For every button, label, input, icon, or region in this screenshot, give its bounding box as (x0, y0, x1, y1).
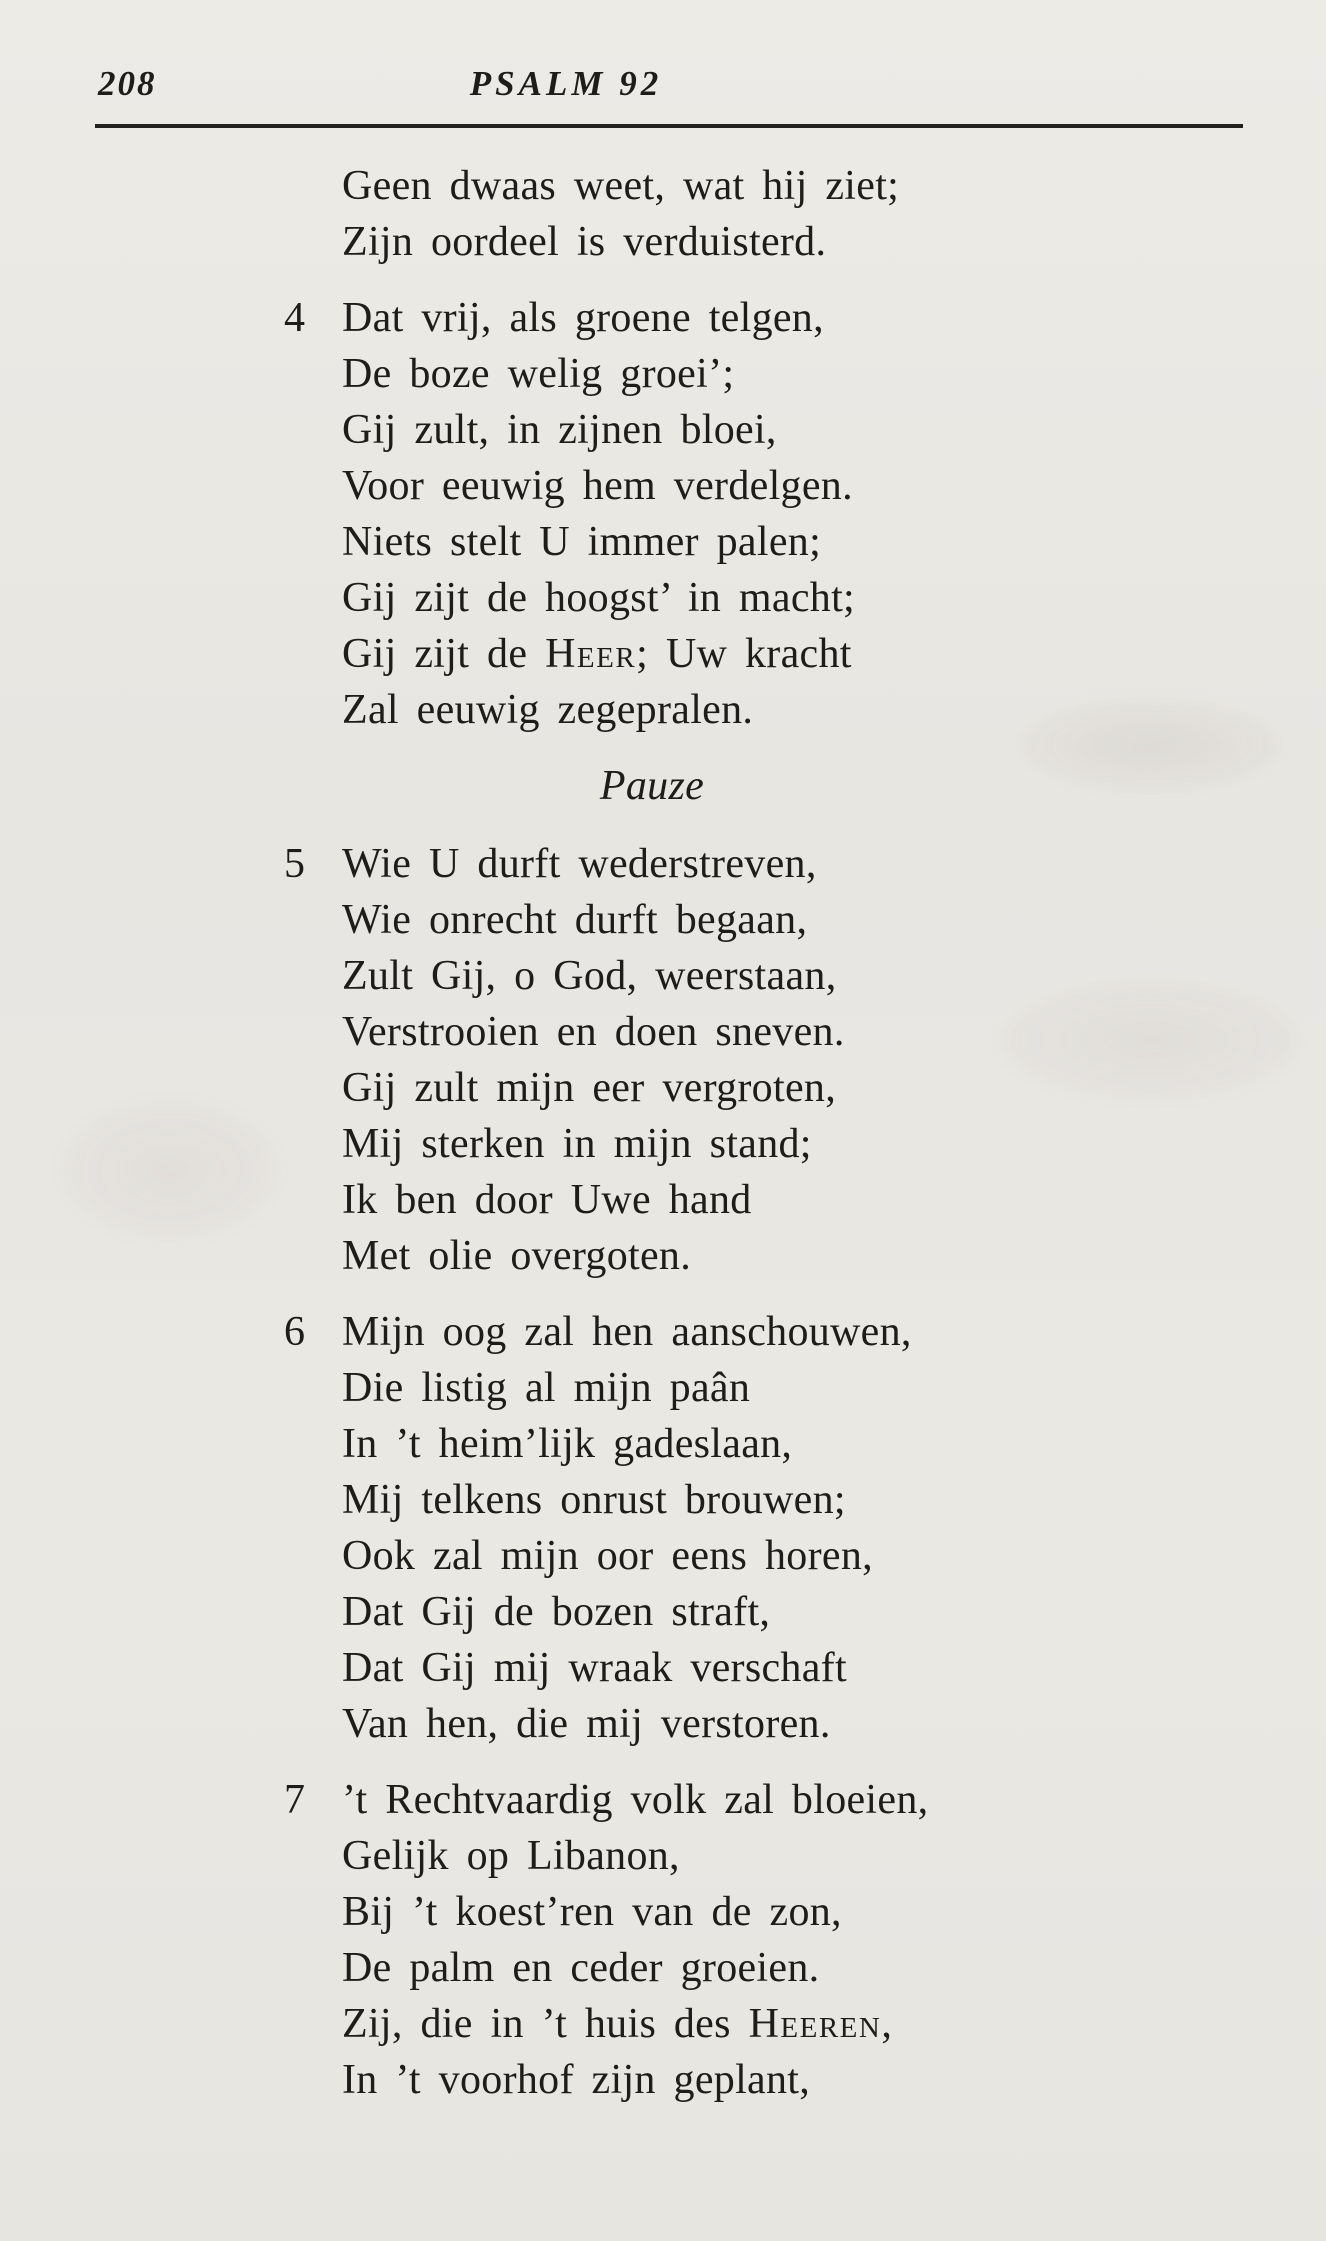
verse-line: Dat vrij, als groene telgen, (342, 295, 824, 341)
page-title: PSALM 92 (469, 64, 663, 103)
verse-number: 6 (284, 1309, 306, 1355)
stanza (284, 1304, 1042, 1752)
verse-line: Wie U durft wederstreven, (342, 841, 817, 887)
verse-number: 5 (284, 841, 306, 887)
verse-line: Zult Gij, o God, weerstaan, (342, 953, 837, 999)
stanza (284, 290, 1042, 738)
divine-name-smallcaps: Heeren (748, 2001, 882, 2047)
psalm-body (284, 158, 1042, 2128)
verse-line: Wie onrecht durft begaan, (342, 897, 808, 943)
verse-number: 7 (284, 1777, 306, 1823)
verse-line: Mijn oog zal hen aanschouwen, (342, 1309, 912, 1355)
verse-line: Ik ben door Uwe hand (342, 1177, 752, 1223)
scan-artifact (60, 1100, 280, 1240)
verse-line: De boze welig groei’; (342, 351, 735, 397)
verse-line: Geen dwaas weet, wat hij ziet; (342, 163, 900, 209)
verse-line: Dat Gij mij wraak verschaft (342, 1645, 847, 1691)
verse-line: Gij zijt de Heer; Uw kracht (342, 631, 852, 677)
verse-line: Die listig al mijn paân (342, 1365, 751, 1411)
verse-line: Voor eeuwig hem verdelgen. (342, 463, 853, 509)
verse-line: Mij sterken in mijn stand; (342, 1121, 812, 1167)
verse-line: Zij, die in ’t huis des Heeren, (342, 2001, 893, 2047)
verse-line: Niets stelt U immer palen; (342, 519, 822, 565)
verse-line: Van hen, die mij verstoren. (342, 1701, 831, 1747)
verse-line: Dat Gij de bozen straft, (342, 1589, 771, 1635)
verse-number: 4 (284, 295, 306, 341)
page-number: 208 (98, 64, 157, 103)
verse-line: Gij zijt de hoogst’ in macht; (342, 575, 856, 621)
divine-name-smallcaps: Heer (545, 631, 637, 677)
page-header (96, 62, 1236, 112)
verse-line: Gij zult mijn eer vergroten, (342, 1065, 836, 1111)
verse-line: De palm en ceder groeien. (342, 1945, 820, 1991)
verse-line: Gij zult, in zijnen bloei, (342, 407, 777, 453)
divider-rule (95, 124, 1243, 128)
section-heading: Pauze (599, 763, 705, 809)
stanza (342, 158, 1042, 270)
verse-line: Zal eeuwig zegepralen. (342, 687, 754, 733)
verse-line: Bij ’t koest’ren van de zon, (342, 1889, 842, 1935)
verse-line: Ook zal mijn oor eens horen, (342, 1533, 873, 1579)
stanza (284, 836, 1042, 1284)
verse-line: Zijn oordeel is verduisterd. (342, 219, 827, 265)
stanza (284, 1772, 1042, 2108)
verse-line: ’t Rechtvaardig volk zal bloeien, (342, 1777, 929, 1823)
verse-line: Met olie overgoten. (342, 1233, 692, 1279)
verse-line: Mij telkens onrust brouwen; (342, 1477, 846, 1523)
verse-line: Verstrooien en doen sneven. (342, 1009, 845, 1055)
scan-artifact (1020, 700, 1280, 790)
verse-line: In ’t voorhof zijn geplant, (342, 2057, 811, 2103)
verse-line: In ’t heim’lijk gadeslaan, (342, 1421, 793, 1467)
verse-line: Gelijk op Libanon, (342, 1833, 680, 1879)
scan-artifact (1000, 980, 1300, 1100)
